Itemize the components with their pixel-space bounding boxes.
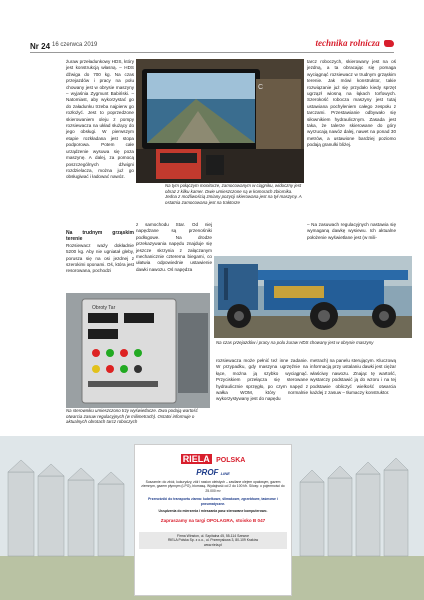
ad-product-name: PROF (196, 468, 219, 477)
issue-number: Nr 24 (30, 42, 51, 51)
issue-date: 16 czerwca 2019 (52, 42, 98, 48)
ad-address (139, 532, 287, 549)
panel-caption (66, 408, 212, 425)
monitor-photo (136, 59, 304, 183)
ad-line-a: Przenośniki do transportu ziarna: kubełkowe, ślimakowe, zgrzebłowe, taśmowe i pneumatyczne. (148, 497, 278, 506)
article-col3-mid (307, 222, 396, 241)
caption-text: Na czas przejazdów i pracy na polu żuraw HDS chowany jest w obrysie maszyny (216, 340, 374, 345)
caption-text: Na tym połączym monitorze, zamocowanym w ciągniku, widoczny jest obraz z kilku kamer. Dwie umieszczone są w komorach zbiornika. Jedna z możliwością zmiany pozycji skierowana jest na tył maszyny. A ostatnia zamocowana jest na traktorze (165, 183, 302, 205)
ad-brand: RIELA (182, 454, 210, 464)
article-text: żuraw przeładunkowy HDS, który jest konstrukcją własną. – HDS dźwiga do 700 kg. Na czas przejazdów i pracy na polu chowany jest w obrysie maszyny – wyjaśnia Zygmunt Babiński. – Natomiast, aby wykorzystać go do załadunku trzeba najpierw go rozłożyć. Jest to poprzedzone skierowaniem oleju z pompy rozsiewacza na układ służący do jego obsługi. W pierwszym etapie rozkładana jest stopa podporowa. Potem całe urządzenie wysuwa się poza maszynę. A dalej, za pomocą poszczególnych dźwigni rozdzielacza, można już go obsługiwać i ładować nawóz. (66, 59, 134, 180)
control-panel-photo (66, 293, 210, 408)
article-text: rozsiewacza może pełnić też inne zadanie. W przypadku, gdy maszyna ugrzęźnie na łące, można ją szybko wyciągnąć. Przyciskiem przełącza się sterowane hydraulicznie sprzęgło, po czym napęd z wałka WOM, który normalnie wykorzystywany jest do napędu (216, 358, 308, 402)
article-col2-bottom (216, 358, 308, 403)
panel-label: Obroty Tar (92, 305, 116, 311)
ad-panel (134, 444, 292, 596)
ad-web: www.riela.pl (203, 542, 223, 547)
ad-body: Suszarnie: do zbóż, kukurydzy, ziół i nasion oleistych – zasilane olejem opałowym, gazem ziemnym, gazem płynnym (LPG), biomasą. Wydajność od 2 do 100 t/h. Silosy: o pojemności do 25.000 m³ (141, 480, 285, 493)
machine-caption (216, 340, 410, 346)
ad-address-1: Firma Winston, ul. Szpitalna 45, 55-114 Szewce (177, 533, 249, 538)
ad-product (135, 468, 291, 477)
monitor-label: C (258, 84, 264, 91)
article-text: metrach) na panelu sterującym. Kluczową informacją przy ustalaniu dawki jest ciężar właściwy nawozu. Znając tę wartość, wystarczy podstawić ją do wzoru i na tej podstawie obliczyć wielkość otwarcia każdej z zasuw – tłumaczy konstruktor. (310, 358, 396, 396)
header-divider (30, 52, 394, 53)
article-col1-mid (66, 228, 134, 275)
article-col1 (66, 59, 134, 181)
article-col3 (307, 59, 396, 149)
article-col3-bottom (310, 358, 396, 396)
ad-invite: Zapraszamy na targi OPOLAGRA, stoisko B 047 (160, 518, 266, 524)
article-text: – Na zasuwach regulacyjnych nastawia się wymaganą dawkę wysiewu. Ich aktualne położenie wyświetlane jest (w mili- (307, 222, 396, 240)
machine-photo (214, 256, 412, 338)
tractor-icon (384, 40, 394, 47)
monitor-caption (165, 183, 303, 205)
advertisement (0, 436, 424, 600)
section-subheading: Na trudnym grząskim terenie (66, 230, 134, 243)
ad-product-sub: LINE (220, 471, 230, 476)
ad-logo (135, 449, 291, 467)
magazine-brand (315, 38, 394, 48)
article-text: z samochodu Star. Od niej napędzane są przenośniki podłogowe. Na drodze przekazywania napędu znajduje się jeszcze skrzynia z załączanym mechanicznie czterema biegami, co ułatwia odpowiednie ustawienie dawki nawozu. Oś napędza (136, 222, 212, 272)
ad-address-2: RIELA Polska Sp. z o.o., ul. Przemysłowa 3, 80-109 Kraków (167, 538, 259, 543)
article-text: tarcz roboczych, skierowany jest na oś jezdną, a ta obracając się pomaga wyciągnąć rozsiewacz w trudnym grząskim terenie. Jak mówi konstruktor, takie rozwiązanie już się przydało kiedy sprzęt ugrzązł wiosną na łąkach torfowych. Szerokość robocza maszyny jest tutaj ustawiana pochyleniem całego zespołu z tarczami. Przestawianie odbywało się siłownikiem hydraulicznym. Zasada jest taka, że talerze skierowane do góry wyrzucają nawóz dalej, nawet na ponad 30 metrów, a ustawione bardziej poziomo podają granulki bliżej. (307, 59, 396, 148)
ad-brand-2: POLSKA (216, 457, 246, 464)
brand-text: technika rolnicza (315, 38, 380, 48)
article-text: Rozsiewacz waży dokładnie 5200 kg. Aby nie ugniatał gleby, porusza się na osi jezdnej z szerokimi oponami. Oś, która jest resorowana, pochodzi (66, 242, 134, 274)
article-col2-mid (136, 222, 212, 273)
ad-line-b: Urządzenia do mierzenia i mieszania pasz sterowane komputerowo. (158, 509, 268, 514)
caption-text: Na sterowniku umieszczono trzy wyświetlacze. Dwa podają wartość otwarcia zasuw regulacyjnych (w milimetrach). Ostatni informuje o aktualnych obrotach tarcz roboczych (66, 408, 198, 425)
